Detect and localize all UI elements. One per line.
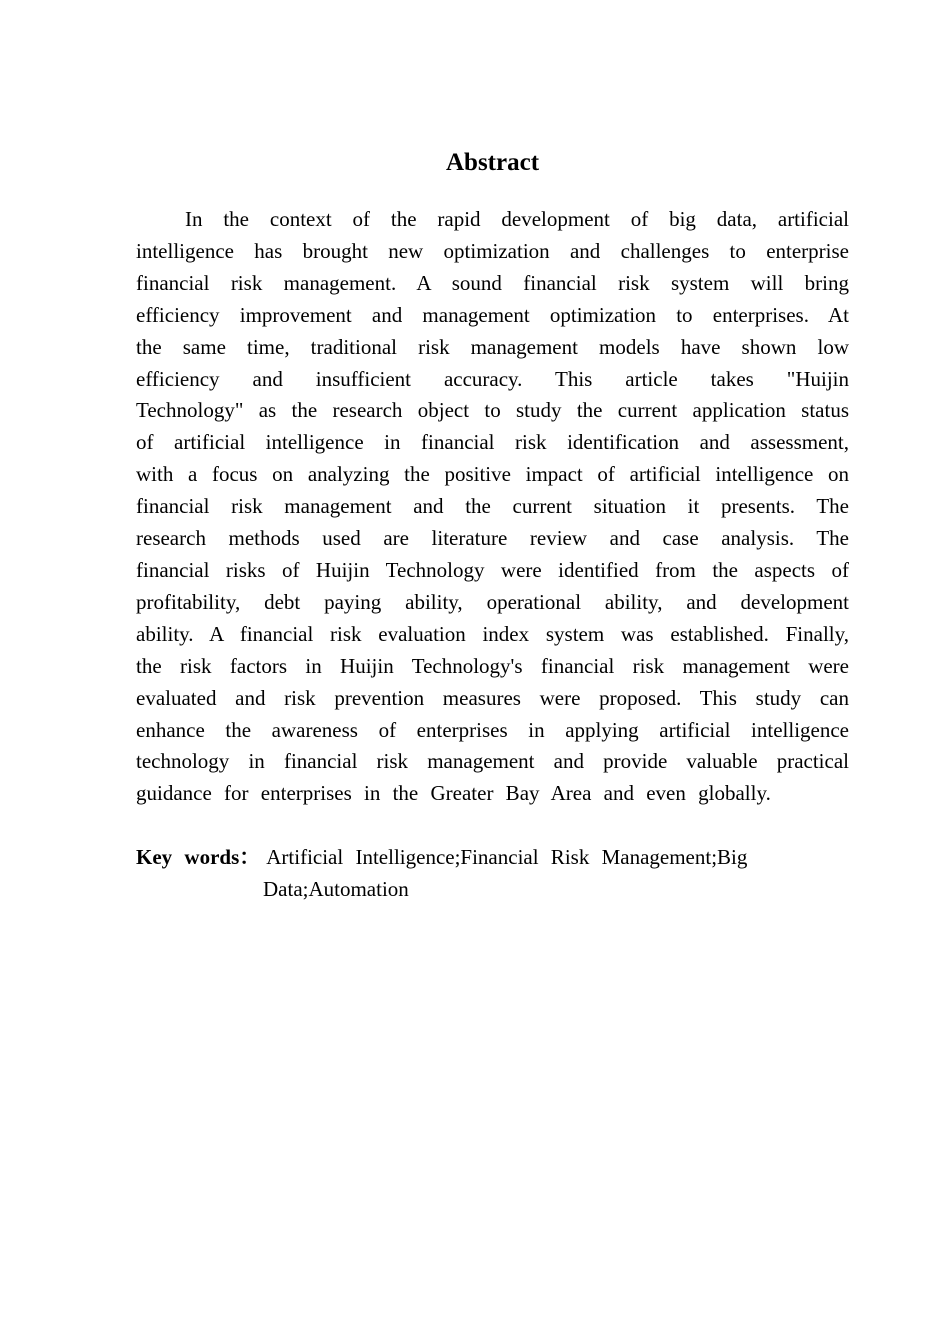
paragraph-line: ability. A financial risk evaluation index system was established. Finally, [136, 621, 849, 646]
keywords-block [136, 842, 849, 906]
paragraph-line: guidance for enterprises in the Greater Bay Area and even globally. [136, 781, 771, 806]
paragraph-line: the same time, traditional risk management models have shown low [136, 334, 849, 359]
paragraph-line: intelligence has brought new optimization and challenges to enterprise [136, 238, 849, 263]
paragraph-line: technology in financial risk management and provide valuable practical [136, 749, 849, 774]
paragraph-line: financial risk management. A sound financial risk system will bring [136, 270, 849, 295]
page-title: Abstract [445, 149, 540, 176]
paragraph-line: with a focus on analyzing the positive impact of artificial intelligence on [136, 462, 849, 487]
paragraph-line: research methods used are literature review and case analysis. The [136, 526, 849, 551]
keywords-label: Key words： [136, 845, 261, 870]
paragraph-line: efficiency improvement and management optimization to enterprises. At [136, 302, 849, 327]
abstract-paragraph [136, 204, 849, 810]
keywords-line-2: Data;Automation [263, 877, 409, 902]
paragraph-line: of artificial intelligence in financial risk identification and assessment, [136, 430, 849, 455]
paragraph-line: the risk factors in Huijin Technology's financial risk management were [136, 653, 849, 678]
paragraph-line: Technology" as the research object to study the current application status [136, 398, 849, 423]
paragraph-line: profitability, debt paying ability, operational ability, and development [136, 589, 849, 614]
paragraph-line: efficiency and insufficient accuracy. This article takes "Huijin [136, 366, 849, 391]
paragraph-line: In the context of the rapid development of big data, artificial [185, 207, 849, 231]
paragraph-line: evaluated and risk prevention measures were proposed. This study can [136, 685, 849, 710]
keywords-line-1: Artificial Intelligence;Financial Risk Management;Big [266, 845, 748, 870]
paragraph-line: enhance the awareness of enterprises in applying artificial intelligence [136, 717, 849, 742]
paragraph-line: financial risks of Huijin Technology were identified from the aspects of [136, 557, 849, 582]
paragraph-line: financial risk management and the current situation it presents. The [136, 494, 849, 519]
